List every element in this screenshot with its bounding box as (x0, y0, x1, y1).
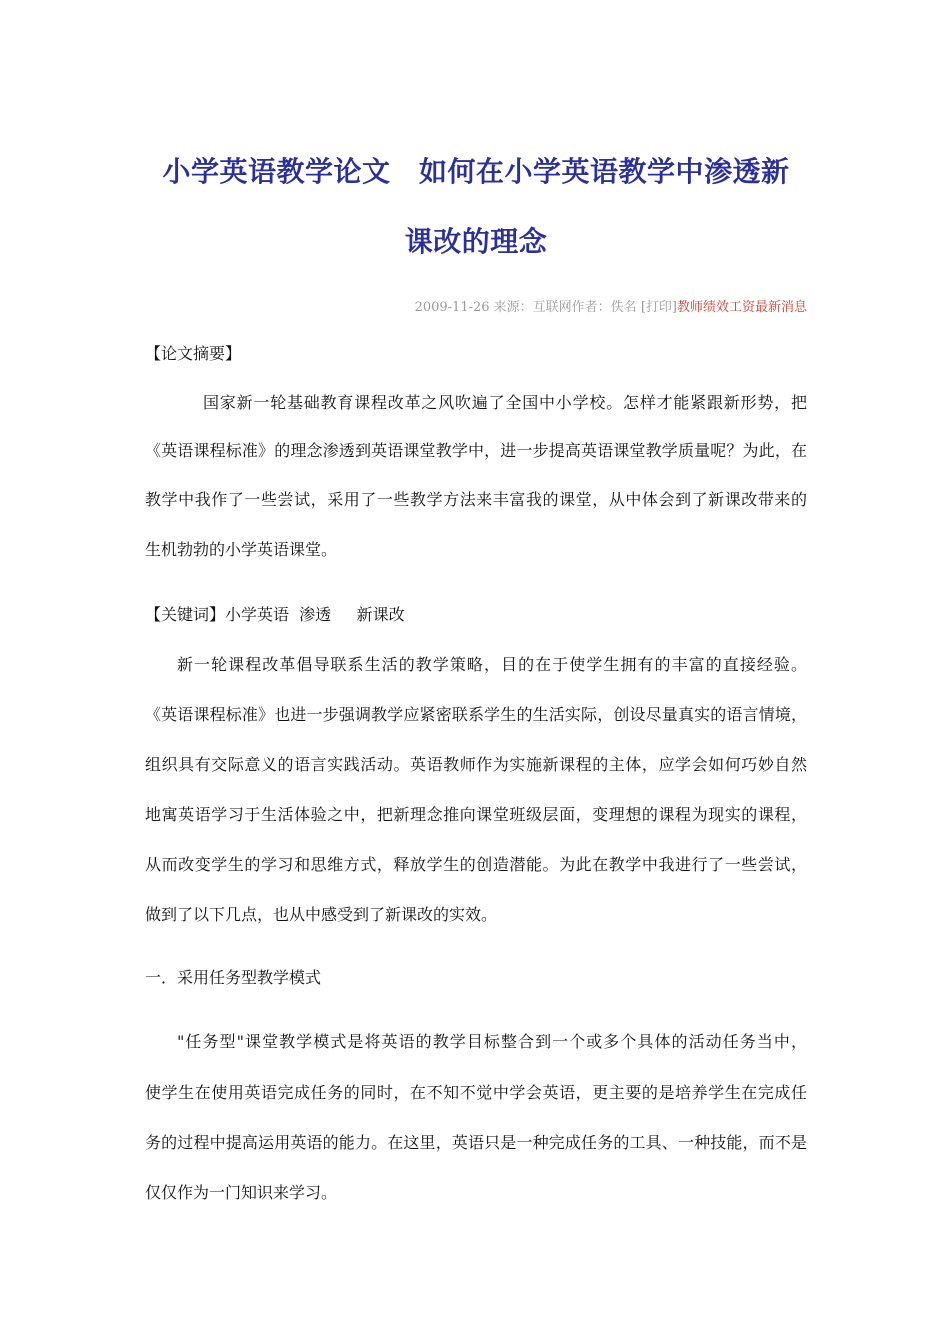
meta-date: 2009-11-26 (414, 300, 490, 315)
abstract-line: 《英语课程标准》的理念渗透到英语课堂教学中，进一步提高英语课堂教学质量呢？为此，在 (145, 441, 807, 460)
keywords-line: 【关键词】小学英语 渗透 新课改 (145, 605, 405, 624)
print-link[interactable]: [打印] (640, 300, 677, 315)
intro-line: 《英语课程标准》也进一步强调教学应紧密联系学生的生活实际，创设尽量真实的语言情境， (145, 705, 807, 724)
intro-line: 从而改变学生的学习和思维方式，释放学生的创造潜能。为此在教学中我进行了一些尝试， (145, 855, 807, 874)
intro-line: 新一轮课程改革倡导联系生活的教学策略，目的在于使学生拥有的丰富的直接经验。 (177, 655, 807, 674)
article-title-line-2: 课改的理念 (404, 225, 548, 258)
abstract-line: 生机勃勃的小学英语课堂。 (145, 540, 338, 559)
abstract-line: 国家新一轮基础教育课程改革之风吹遍了全国中小学校。怎样才能紧跟新形势，把 (203, 393, 807, 412)
abstract-heading: 【论文摘要】 (145, 344, 242, 363)
article-title-line-1: 小学英语教学论文 如何在小学英语教学中渗透新 (162, 155, 790, 188)
article-meta (415, 296, 807, 315)
intro-line: 地寓英语学习于生活体验之中，把新理念推向课堂班级层面，变理想的课程为现实的课程， (145, 805, 807, 824)
section-line: "任务型"课堂教学模式是将英语的教学目标整合到一个或多个具体的活动任务当中， (177, 1032, 807, 1051)
section-heading: 一．采用任务型教学模式 (145, 968, 322, 987)
section-line: 仅仅作为一门知识来学习。 (145, 1183, 338, 1202)
abstract-line: 教学中我作了一些尝试，采用了一些教学方法来丰富我的课堂，从中体会到了新课改带来的 (145, 490, 807, 509)
section-line: 务的过程中提高运用英语的能力。在这里，英语只是一种完成任务的工具、一种技能，而不是 (145, 1133, 807, 1152)
meta-source: 来源：互联网作者：佚名 (493, 300, 637, 315)
intro-line: 做到了以下几点，也从中感受到了新课改的实效。 (145, 905, 498, 924)
intro-line: 组织具有交际意义的语言实践活动。英语教师作为实施新课程的主体，应学会如何巧妙自然 (145, 755, 807, 774)
section-line: 使学生在使用英语完成任务的同时，在不知不觉中学会英语，更主要的是培养学生在完成任 (145, 1083, 807, 1102)
news-link[interactable]: 教师绩效工资最新消息 (676, 300, 807, 315)
